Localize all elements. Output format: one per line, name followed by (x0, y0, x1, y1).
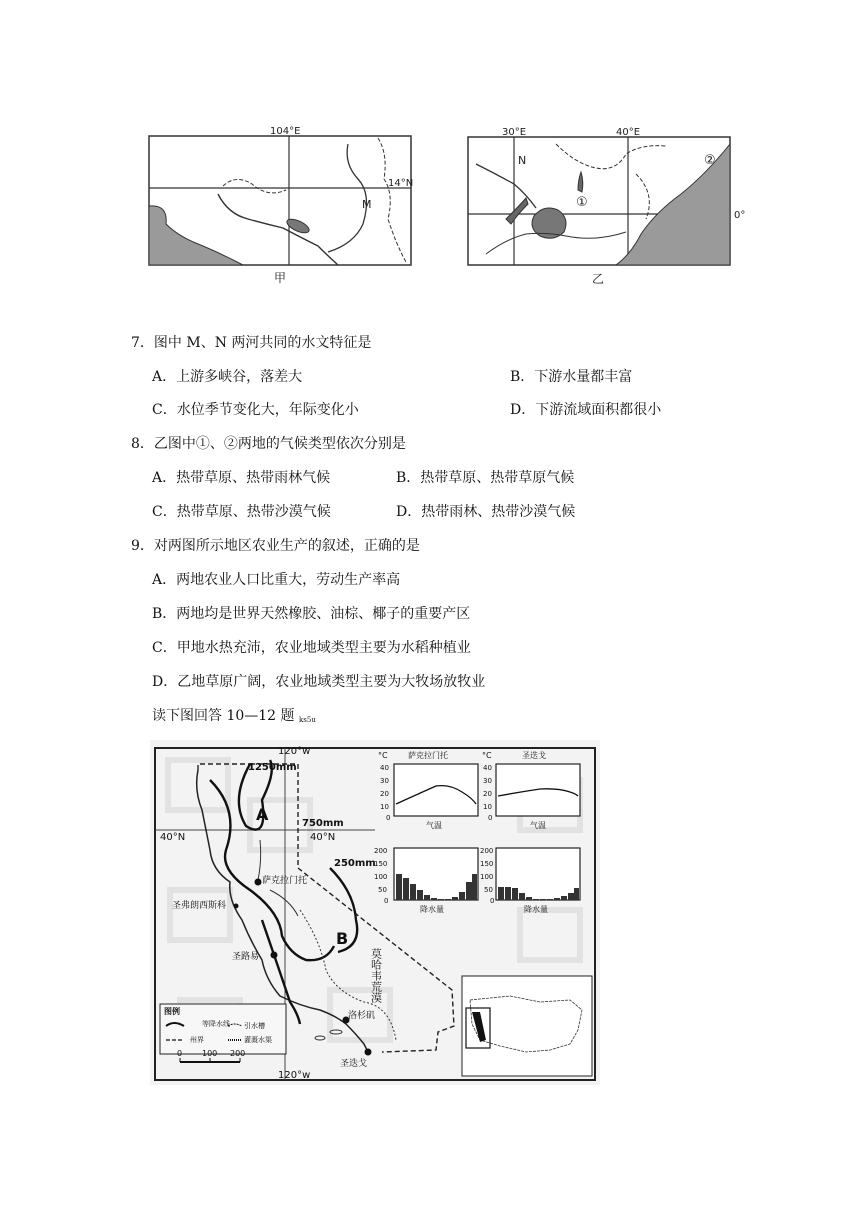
map-jia-figure (148, 124, 413, 284)
point-b-label: B (336, 929, 349, 948)
question-8-stem: 8．乙图中①、②两地的气候类型依次分别是 (131, 436, 406, 452)
legend-state-line: 州界 (190, 1036, 204, 1044)
instruction-text: 读下图回答 10—12 题 (152, 708, 295, 724)
city-san-luis: 圣路易 (232, 952, 260, 962)
sd-temp-caption: 气温 (530, 821, 546, 830)
sd-t20: 20 (483, 790, 492, 798)
map-jia-river-label: M (362, 198, 372, 211)
sd-t10: 10 (483, 803, 492, 811)
sd-t0: 0 (488, 814, 493, 822)
map-yi-meridian-1: 30°E (502, 127, 527, 138)
question-7-option-b: B．下游水量都丰富 (510, 369, 633, 385)
sac-precip-caption: 降水量 (420, 905, 444, 914)
sac-t40: 40 (380, 764, 389, 772)
instruction-mark: ks5u (298, 716, 316, 724)
california-map-svg (150, 740, 600, 1085)
sac-city: 萨克拉门托 (408, 751, 448, 760)
city-los-angeles: 洛杉矶 (348, 1011, 376, 1021)
sd-precip-caption: 降水量 (524, 905, 548, 914)
sac-t20: 20 (380, 790, 389, 798)
desert-label: 莫哈韦荒漠 (369, 948, 383, 1003)
sac-temp-caption: 气温 (426, 821, 442, 830)
lon-top-label: 120°w (278, 746, 311, 757)
sac-unit: °C (378, 751, 388, 760)
california-figure (150, 740, 600, 1085)
question-7-stem: 7．图中 M、N 两河共同的水文特征是 (131, 335, 372, 351)
sac-t30: 30 (380, 777, 389, 785)
sd-p150: 150 (480, 860, 494, 868)
lat-left-label: 40°N (160, 832, 186, 843)
map-yi (466, 124, 756, 286)
question-9-stem: 9．对两图所示地区农业生产的叙述，正确的是 (131, 538, 420, 554)
question-9-option-d: D．乙地草原广阔，农业地域类型主要为大牧场放牧业 (152, 674, 486, 690)
legend-isohyet: 等降水线 (202, 1020, 230, 1028)
city-san-diego: 圣迭戈 (340, 1059, 368, 1069)
sd-p200: 200 (480, 847, 494, 855)
sac-p150: 150 (374, 860, 388, 868)
sac-p0: 0 (384, 897, 389, 905)
sd-t40: 40 (483, 764, 492, 772)
sd-p100: 100 (480, 873, 494, 881)
sac-t0: 0 (386, 814, 391, 822)
question-8-option-a: A．热带草原、热带雨林气候 (152, 470, 331, 486)
map-jia-meridian: 104°E (270, 126, 301, 137)
map-yi-meridian-2: 40°E (616, 127, 641, 138)
map-yi-parallel: 0° (734, 210, 746, 221)
question-9-option-c: C．甲地水热充沛，农业地域类型主要为水稻种植业 (152, 640, 471, 656)
sac-t10: 10 (380, 803, 389, 811)
map-jia-caption: 甲 (274, 271, 287, 284)
map-jia (148, 124, 413, 284)
scale-100: 100 (202, 1049, 218, 1058)
sd-unit: °C (482, 751, 492, 760)
map-yi-figure (466, 124, 756, 286)
lon-bottom-label: 120°w (278, 1070, 311, 1081)
isohyet-250-label: 250mm (334, 858, 376, 869)
question-7-option-c: C．水位季节变化大，年际变化小 (152, 402, 359, 418)
instruction-line (152, 707, 316, 729)
sd-p50: 50 (484, 886, 493, 894)
sd-t30: 30 (483, 777, 492, 785)
map-yi-caption: 乙 (592, 272, 605, 286)
legend-aqueduct: 引水槽 (244, 1022, 265, 1030)
inset-us-map (462, 976, 592, 1076)
question-8-option-b: B．热带草原、热带草原气候 (396, 470, 575, 486)
scale-200: 200 (230, 1049, 246, 1058)
legend-canal: 灌溉水渠 (244, 1036, 272, 1044)
question-7-option-d: D．下游流域面积都很小 (510, 402, 662, 418)
map-yi-river-label: N (518, 154, 527, 167)
legend-title: 图例 (164, 1007, 180, 1016)
city-san-francisco: 圣弗朗西斯科 (172, 901, 227, 911)
question-9-option-b: B．两地均是世界天然橡胶、油棕、椰子的重要产区 (152, 606, 471, 622)
map-yi-site-1: ① (576, 195, 588, 210)
scale-0: 0 (177, 1049, 183, 1058)
sac-p100: 100 (374, 873, 388, 881)
isohyet-1250-label: 1250mm (248, 762, 297, 773)
sd-city: 圣迭戈 (522, 751, 546, 760)
lat-right-label: 40°N (310, 832, 336, 843)
question-9-option-a: A．两地农业人口比重大，劳动生产率高 (152, 572, 401, 588)
sd-p0: 0 (490, 897, 495, 905)
isohyet-750-label: 750mm (302, 818, 344, 829)
map-legend (160, 1004, 286, 1054)
question-8-option-c: C．热带草原、热带沙漠气候 (152, 504, 331, 520)
point-a-label: A (256, 805, 269, 824)
question-8-option-d: D．热带雨林、热带沙漠气候 (396, 504, 576, 520)
map-yi-site-2: ② (704, 153, 716, 168)
question-7-option-a: A．上游多峡谷，落差大 (152, 369, 303, 385)
sac-p50: 50 (378, 886, 387, 894)
city-sacramento: 萨克拉门托 (262, 876, 308, 886)
map-jia-parallel: 14°N (388, 178, 413, 189)
sac-p200: 200 (374, 847, 388, 855)
